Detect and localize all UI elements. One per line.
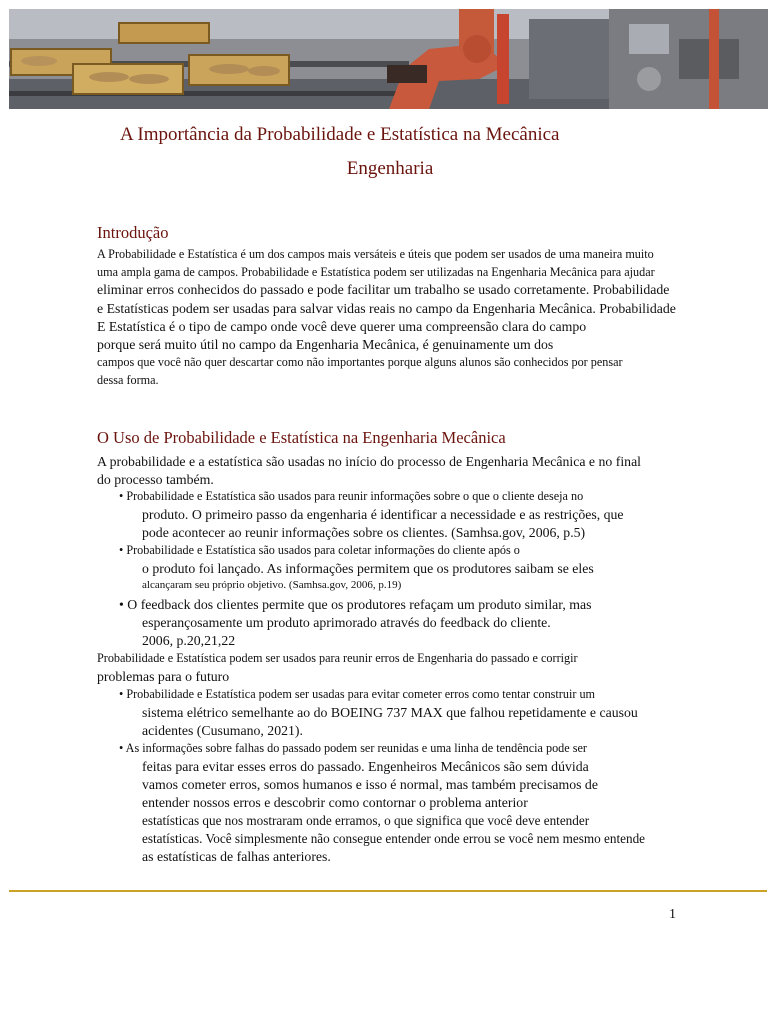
intro-line: eliminar erros conhecidos do passado e pode facilitar um trabalho se usado corretamente. Probabilidade	[97, 282, 670, 297]
paragraph-line: problemas para o futuro	[97, 669, 230, 684]
paragraph-line: do processo também.	[97, 472, 214, 487]
bullet-item: • Probabilidade e Estatística são usados para coletar informações do cliente após o	[119, 543, 520, 557]
intro-line: e Estatísticas podem ser usadas para salvar vidas reais no campo da Engenharia Mecânica. Probabilidade	[97, 301, 676, 316]
bullet-item: • Probabilidade e Estatística são usados para reunir informações sobre o que o cliente deseja no	[119, 489, 584, 503]
bullet-continuation: vamos cometer erros, somos humanos e isso é normal, mas também precisamos de	[142, 777, 598, 792]
paragraph-line: Probabilidade e Estatística podem ser usados para reunir erros de Engenharia do passado e corrigir	[97, 651, 578, 665]
intro-line: E Estatística é o tipo de campo onde você deve querer uma compreensão clara do campo	[97, 319, 587, 334]
bullet-continuation: entender nossos erros e descobrir como contornar o problema anterior	[142, 795, 528, 810]
intro-line: campos que você não quer descartar como não importantes porque alguns alunos são conhecidos por pensar	[97, 355, 623, 369]
intro-line: porque será muito útil no campo da Engenharia Mecânica, é genuinamente um dos	[97, 337, 554, 352]
section-heading-uso: O Uso de Probabilidade e Estatística na Engenharia Mecânica	[97, 428, 506, 447]
bullet-continuation: sistema elétrico semelhante ao do BOEING 737 MAX que falhou repetidamente e causou	[142, 705, 638, 720]
bullet-item: • O feedback dos clientes permite que os produtores refaçam um produto similar, mas	[119, 597, 592, 612]
header-banner-image	[9, 9, 768, 109]
paragraph-line: A probabilidade e a estatística são usadas no início do processo de Engenharia Mecânica e no final	[97, 454, 642, 469]
bullet-continuation: esperançosamente um produto aprimorado através do feedback do cliente.	[142, 615, 551, 630]
bullet-continuation: acidentes (Cusumano, 2021).	[142, 723, 303, 738]
bullet-continuation: pode acontecer ao reunir informações sobre os clientes. (Samhsa.gov, 2006, p.5)	[142, 525, 586, 540]
intro-line: dessa forma.	[97, 373, 159, 387]
bullet-continuation: estatísticas que nos mostraram onde erramos, o que significa que você deve entender	[142, 813, 590, 828]
bullet-continuation: alcançaram seu próprio objetivo. (Samhsa.gov, 2006, p.19)	[142, 579, 402, 591]
section-heading-introducao: Introdução	[97, 223, 169, 242]
footer-divider	[9, 890, 767, 892]
intro-line: A Probabilidade e Estatística é um dos campos mais versáteis e úteis que podem ser usados de uma maneira muito	[97, 247, 654, 261]
document-title: A Importância da Probabilidade e Estatística na Mecânica	[120, 124, 560, 145]
bullet-continuation: 2006, p.20,21,22	[142, 633, 236, 648]
bullet-continuation: produto. O primeiro passo da engenharia é identificar a necessidade e as restrições, que	[142, 507, 624, 522]
bullet-continuation: feitas para evitar esses erros do passado. Engenheiros Mecânicos são sem dúvida	[142, 759, 589, 774]
robot-factory-illustration	[9, 9, 768, 109]
intro-line: uma ampla gama de campos. Probabilidade e Estatística podem ser utilizadas na Engenharia Mecânica para ajudar	[97, 265, 655, 279]
bullet-continuation: estatísticas. Você simplesmente não consegue entender onde errou se você nem mesmo entende	[142, 831, 646, 846]
bullet-continuation: o produto foi lançado. As informações permitem que os produtores saibam se eles	[142, 561, 594, 576]
document-title-continued: Engenharia	[346, 158, 434, 179]
page-number: 1	[669, 907, 676, 922]
bullet-continuation: as estatísticas de falhas anteriores.	[142, 849, 331, 864]
bullet-item: • Probabilidade e Estatística podem ser usadas para evitar cometer erros como tentar construir um	[119, 687, 596, 701]
bullet-item: • As informações sobre falhas do passado podem ser reunidas e uma linha de tendência pode ser	[119, 741, 587, 755]
